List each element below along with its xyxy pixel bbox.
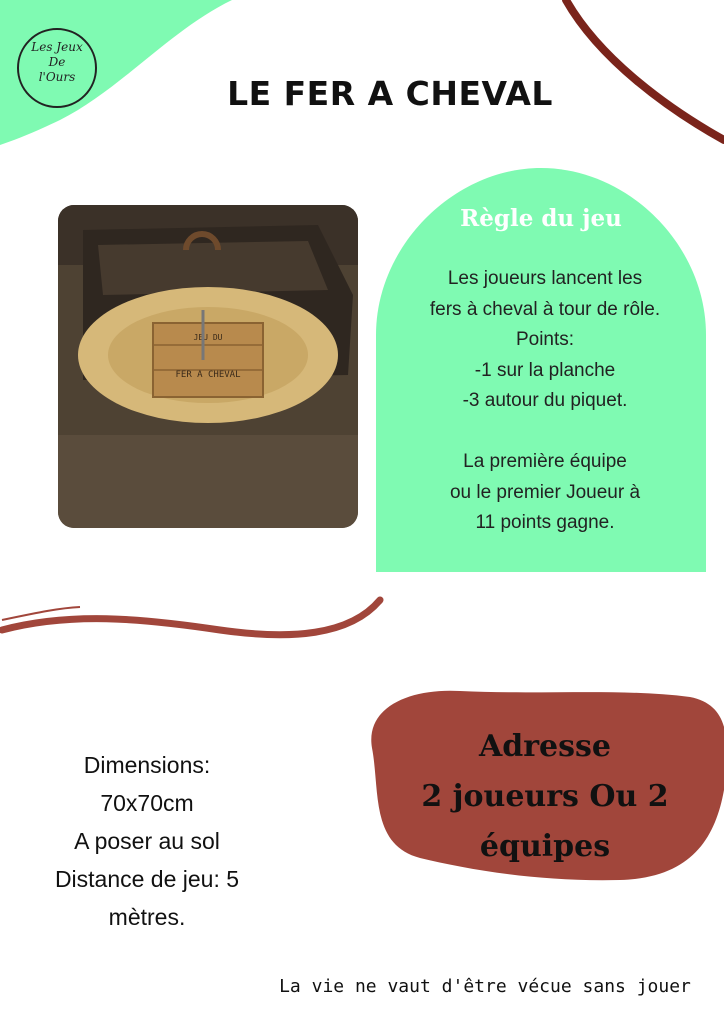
logo-line-2: De xyxy=(48,55,66,69)
page-title: LE FER A CHEVAL xyxy=(227,74,553,113)
details-line: mètres. xyxy=(108,904,186,930)
rules-line: Les joueurs lancent les xyxy=(447,268,643,289)
rules-line: fers à cheval à tour de rôle. xyxy=(429,298,661,320)
details-line: 70x70cm xyxy=(100,790,194,816)
details-text xyxy=(22,746,272,936)
rules-line: -1 sur la planche xyxy=(474,359,616,381)
top-right-arc xyxy=(566,0,724,140)
motto: La vie ne vaut d'être vécue sans jouer xyxy=(279,976,691,997)
badge-line: équipes xyxy=(479,829,611,864)
rules-line: 11 points gagne. xyxy=(475,512,615,533)
rules-heading: Règle du jeu xyxy=(460,205,622,232)
rules-line xyxy=(380,417,710,448)
details-line: Dimensions: xyxy=(83,752,211,778)
rules-line: ou le premier Joueur à xyxy=(449,481,641,503)
details-line: Distance de jeu: 5 xyxy=(54,866,240,892)
logo xyxy=(17,28,97,108)
plank-label-top: JEU DU xyxy=(193,333,223,342)
swoosh-divider xyxy=(2,600,380,635)
game-photo xyxy=(58,205,358,528)
badge-line: 2 joueurs Ou 2 xyxy=(421,779,669,814)
badge-line: Adresse xyxy=(478,729,611,764)
rules-text xyxy=(380,264,710,539)
logo-line-1: Les Jeux xyxy=(31,40,83,54)
category-badge xyxy=(410,722,680,872)
details-line: A poser au sol xyxy=(74,828,220,854)
logo-line-3: l'Ours xyxy=(38,70,76,84)
rules-line: Points: xyxy=(515,329,575,350)
rules-line: La première équipe xyxy=(463,451,627,472)
plank-label: FER A CHEVAL xyxy=(175,370,241,380)
rules-line: -3 autour du piquet. xyxy=(462,390,628,411)
